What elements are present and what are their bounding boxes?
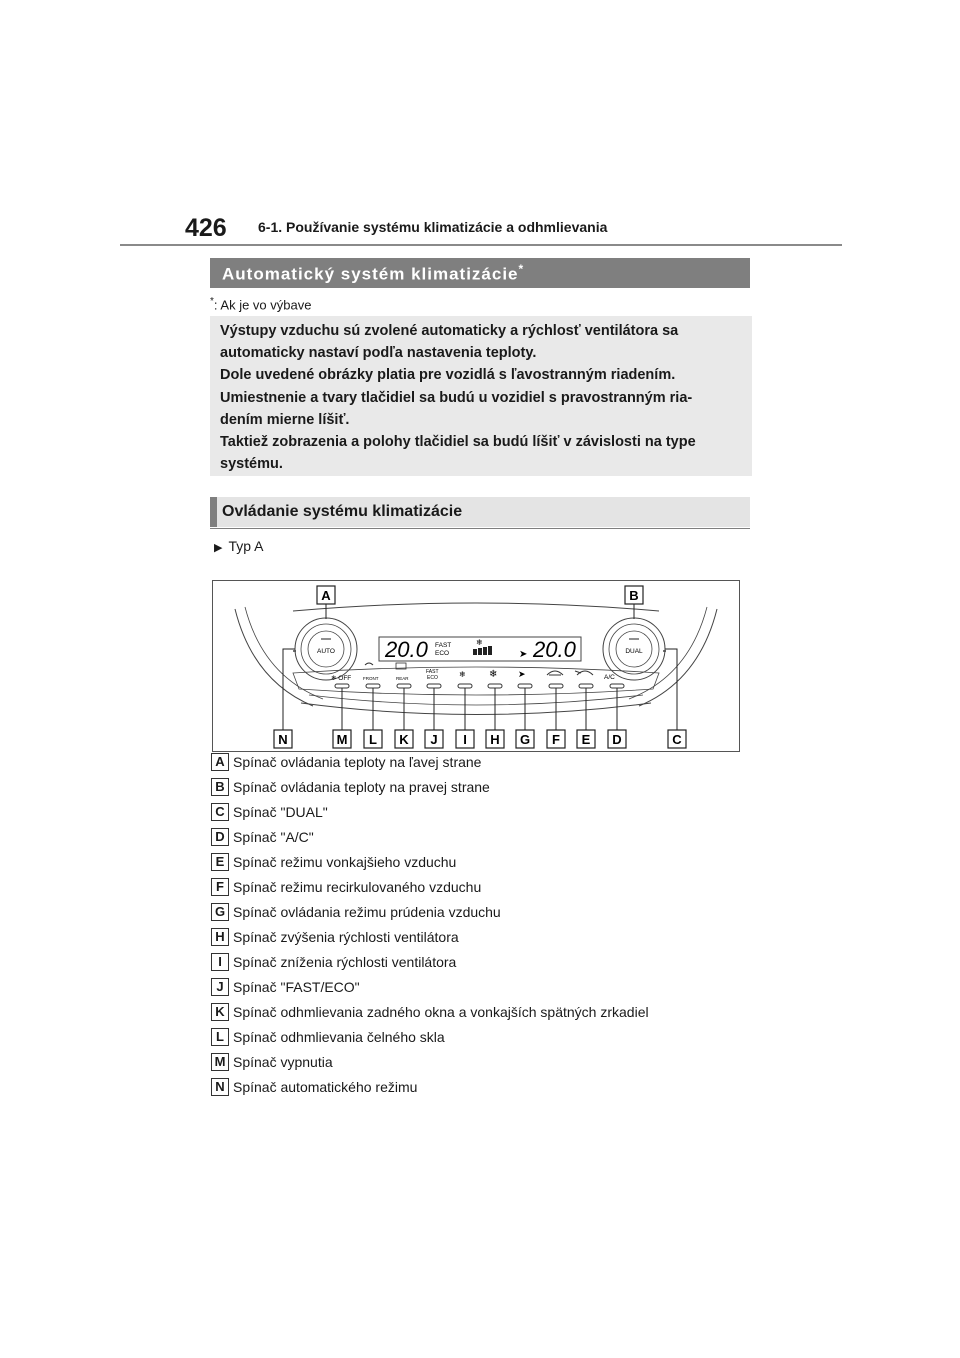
panel-outline-left (235, 609, 313, 706)
legend-key: E (211, 853, 229, 871)
front-defrost-icon (363, 663, 379, 681)
ac-label: A/C (604, 674, 615, 681)
legend-text: Spínač zníženia rýchlosti ventilátora (233, 954, 457, 970)
svg-text:H: H (490, 732, 500, 747)
display-eco: ECO (435, 650, 450, 657)
intro-line: Dole uvedené obrázky platia pre vozidlá s ľavostranným riadením. (220, 367, 676, 384)
legend-key: F (211, 878, 229, 896)
callout-h (486, 730, 504, 748)
svg-text:REAR: REAR (396, 676, 409, 681)
legend-text: Spínač odhmlievania čelného skla (233, 1029, 445, 1045)
page-number: 426 (185, 214, 227, 242)
intro-line: automaticky nastaví podľa nastavenia teploty. (220, 345, 537, 362)
legend-item (211, 752, 481, 772)
intro-line: Umiestnenie a tvary tlačidiel sa budú u vozidiel s pravostranným ria- (220, 389, 693, 406)
callout-k (395, 730, 413, 748)
legend-item (211, 1027, 445, 1047)
legend-item (211, 877, 481, 897)
legend-text: Spínač režimu recirkulovaného vzduchu (233, 879, 482, 895)
intro-line: dením mierne líšiť. (220, 411, 350, 428)
callout-a (317, 586, 335, 604)
legend-text: Spínač ovládania režimu prúdenia vzduchu (233, 904, 501, 920)
header-rule (120, 244, 842, 246)
legend-item (211, 927, 459, 947)
legend-text: Spínač "A/C" (233, 829, 314, 845)
display-temp-left: 20.0 (385, 637, 428, 662)
legend-text: Spínač "FAST/ECO" (233, 979, 360, 995)
legend-item (211, 777, 490, 797)
legend-text: Spínač odhmlievania zadného okna a vonkajších spätných zrkadiel (233, 1004, 649, 1020)
off-label: ❄ OFF (331, 675, 352, 682)
svg-text:E: E (581, 732, 591, 747)
legend-key: B (211, 778, 229, 796)
airflow-mode-icon: ➤ (519, 649, 528, 660)
legend-key: A (211, 753, 229, 771)
legend-item (211, 852, 456, 872)
recirculation-icon (547, 671, 563, 675)
running-title: 6-1. Používanie systému klimatizácie a odhmlievania (258, 219, 608, 235)
legend-key: L (211, 1028, 229, 1046)
legend-text: Spínač zvýšenia rýchlosti ventilátora (233, 929, 459, 945)
fan-up-icon: ❄ (489, 669, 498, 680)
panel-outline-right (639, 609, 717, 706)
airflow-mode-button-icon: ➤ (518, 669, 526, 679)
knob-right-label: DUAL (625, 648, 643, 655)
legend-key: H (211, 928, 229, 946)
svg-text:G: G (519, 732, 531, 747)
callout-m (333, 730, 351, 748)
section-title: Automatický systém klimatizácie* (222, 262, 525, 284)
btn-eco-label: ECO (427, 675, 438, 681)
svg-text:C: C (672, 732, 682, 747)
panel-bottom-inner (309, 695, 643, 705)
subsection-title: Ovládanie systému klimatizácie (222, 503, 463, 520)
legend-text: Spínač "DUAL" (233, 804, 328, 820)
climate-panel-diagram (212, 580, 740, 752)
svg-text:L: L (369, 732, 377, 747)
callout-g (516, 730, 534, 748)
svg-text:A: A (321, 588, 331, 603)
svg-text:B: B (629, 588, 639, 603)
callout-n (274, 730, 292, 748)
legend-key: D (211, 828, 229, 846)
callout-j (425, 730, 443, 748)
intro-line: Výstupy vzduchu sú zvolené automaticky a rýchlosť ventilátora sa (220, 323, 679, 339)
legend-key: J (211, 978, 229, 996)
display-fast: FAST (435, 642, 452, 649)
legend-text: Spínač automatického režimu (233, 1079, 418, 1095)
legend-item (211, 902, 501, 922)
legend-item (211, 1077, 417, 1097)
button-slots (335, 684, 624, 688)
fan-down-icon: ❄ (459, 670, 466, 679)
svg-text:I: I (463, 732, 467, 747)
legend-text: Spínač ovládania teploty na ľavej strane (233, 754, 482, 770)
legend-key: G (211, 903, 229, 921)
svg-text:F: F (552, 732, 560, 747)
fan-level-icon (473, 638, 492, 655)
svg-text:N: N (278, 732, 288, 747)
btn-fast-label: FAST (426, 669, 439, 675)
legend-item (211, 952, 456, 972)
legend-key: N (211, 1078, 229, 1096)
intro-line: Taktiež zobrazenia a polohy tlačidiel sa budú líšiť v závislosti na type (220, 434, 696, 451)
legend-item (211, 1052, 333, 1072)
triangle-bullet-icon: ▶ (214, 542, 223, 554)
legend-text: Spínač ovládania teploty na pravej strane (233, 779, 490, 795)
callout-b (625, 586, 643, 604)
subsection-rule (210, 528, 750, 529)
rear-defrost-icon (396, 663, 409, 681)
svg-text:J: J (430, 732, 438, 747)
svg-text:❄: ❄ (476, 638, 483, 647)
legend-key: I (211, 953, 229, 971)
intro-text (220, 320, 750, 475)
legend-item (211, 1002, 649, 1022)
callout-d (608, 730, 626, 748)
type-label: ▶ Typ A (214, 538, 264, 554)
legend-item (211, 977, 360, 997)
svg-text:FRONT: FRONT (363, 676, 379, 681)
knob-left-label: AUTO (317, 648, 335, 655)
svg-text:K: K (399, 732, 409, 747)
svg-text:D: D (612, 732, 622, 747)
intro-line: systému. (220, 456, 283, 473)
legend-text: Spínač režimu vonkajšieho vzduchu (233, 854, 457, 870)
svg-text:M: M (336, 732, 348, 747)
callout-f (547, 730, 565, 748)
panel-outline-left-inner (245, 607, 323, 699)
callout-c (668, 730, 686, 748)
display-temp-right: 20.0 (533, 637, 576, 662)
legend-item (211, 802, 328, 822)
callout-i (456, 730, 474, 748)
footnote: *: Ak je vo výbave (210, 296, 312, 313)
callout-e (577, 730, 595, 748)
legend-key: M (211, 1053, 229, 1071)
legend-key: C (211, 803, 229, 821)
panel-outline-top (293, 603, 659, 611)
callout-l (364, 730, 382, 748)
legend-text: Spínač vypnutia (233, 1054, 333, 1070)
legend-key: K (211, 1003, 229, 1021)
outside-air-icon (575, 671, 593, 675)
legend-item (211, 827, 314, 847)
